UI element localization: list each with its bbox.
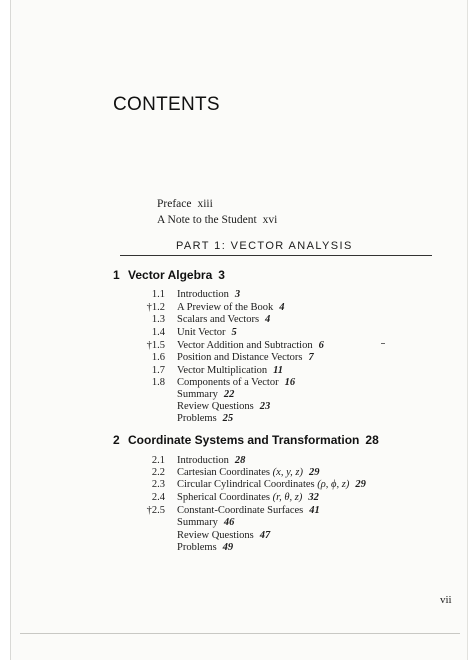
section-page: 41 bbox=[309, 505, 320, 516]
section-title: Summary bbox=[177, 517, 218, 528]
front-matter-label: A Note to the Student bbox=[157, 214, 257, 226]
section-page: 6 bbox=[318, 340, 324, 351]
section-number: 1.7 bbox=[151, 365, 165, 376]
section-title: Introduction bbox=[177, 455, 229, 466]
chapter-heading-1 bbox=[113, 268, 225, 282]
section-page: 32 bbox=[308, 492, 319, 503]
section-number: 1.6 bbox=[151, 352, 165, 363]
section-title: Scalars and Vectors bbox=[177, 314, 260, 325]
chapter-title: Vector Algebra bbox=[128, 268, 213, 282]
section-title: Vector Multiplication bbox=[177, 365, 268, 376]
section-page: 4 bbox=[265, 314, 271, 325]
section-number: 2.2 bbox=[151, 467, 165, 478]
section-number: 1.8 bbox=[151, 377, 165, 388]
section-title: Problems bbox=[177, 413, 217, 424]
section-page: 22 bbox=[223, 389, 235, 400]
part-heading: PART 1: VECTOR ANALYSIS bbox=[176, 240, 353, 252]
section-number: 2.1 bbox=[151, 455, 165, 466]
part-divider bbox=[120, 255, 432, 256]
section-page: 49 bbox=[222, 542, 234, 553]
chapter-number: 2 bbox=[113, 433, 120, 447]
section-title: Position and Distance Vectors bbox=[177, 352, 303, 363]
chapter-page: 28 bbox=[365, 433, 379, 447]
chapter-heading-2 bbox=[113, 433, 379, 447]
section-number: †2.5 bbox=[146, 505, 165, 516]
section-number: 1.4 bbox=[151, 327, 165, 338]
chapter-title: Coordinate Systems and Transformation bbox=[128, 433, 360, 447]
section-coordinates: (ρ, ϕ, z) bbox=[317, 479, 350, 490]
section-number: †1.5 bbox=[146, 340, 165, 351]
front-matter-label: Preface bbox=[157, 198, 192, 210]
section-page: 28 bbox=[234, 455, 246, 466]
front-matter-page: xvi bbox=[262, 214, 278, 226]
section-page: 23 bbox=[259, 401, 271, 412]
section-page: 25 bbox=[222, 413, 234, 424]
section-title: Vector Addition and Subtraction bbox=[177, 340, 313, 351]
section-title: Review Questions bbox=[177, 530, 254, 541]
section-page: 11 bbox=[273, 365, 284, 376]
chapter-page: 3 bbox=[218, 268, 225, 282]
section-title: Review Questions bbox=[177, 401, 254, 412]
section-title: Introduction bbox=[177, 289, 229, 300]
page-edge-line bbox=[20, 633, 460, 634]
section-number: 1.1 bbox=[151, 289, 165, 300]
section-title: Components of a Vector bbox=[177, 377, 279, 388]
section-page: 29 bbox=[355, 479, 366, 490]
book-page bbox=[10, 0, 468, 660]
front-matter-page: xiii bbox=[197, 198, 213, 210]
section-coordinates: (r, θ, z) bbox=[272, 492, 303, 503]
section-page: 16 bbox=[284, 377, 296, 388]
front-matter-preface bbox=[157, 198, 213, 210]
section-title: Cartesian Coordinates bbox=[177, 467, 271, 478]
front-matter-note-to-student bbox=[157, 214, 277, 226]
section-page: 46 bbox=[223, 517, 235, 528]
page-title: CONTENTS bbox=[113, 94, 220, 115]
section-title: Problems bbox=[177, 542, 217, 553]
section-page: 5 bbox=[231, 327, 237, 338]
section-number: 2.4 bbox=[151, 492, 165, 503]
section-title: Constant-Coordinate Surfaces bbox=[177, 505, 304, 516]
section-title: Spherical Coordinates bbox=[177, 492, 271, 503]
chapter-number: 1 bbox=[113, 268, 120, 282]
section-page: 7 bbox=[308, 352, 314, 363]
section-title: Unit Vector bbox=[177, 327, 226, 338]
section-page: 4 bbox=[279, 302, 285, 313]
section-page: 47 bbox=[259, 530, 271, 541]
section-title: Summary bbox=[177, 389, 218, 400]
section-number: †1.2 bbox=[146, 302, 165, 313]
page-number: vii bbox=[440, 594, 452, 606]
scan-mark bbox=[381, 343, 385, 344]
section-number: 2.3 bbox=[151, 479, 165, 490]
section-title: A Preview of the Book bbox=[177, 302, 274, 313]
section-page: 29 bbox=[308, 467, 320, 478]
section-coordinates: (x, y, z) bbox=[272, 467, 303, 478]
section-title: Circular Cylindrical Coordinates bbox=[177, 479, 315, 490]
section-number: 1.3 bbox=[151, 314, 165, 325]
section-page: 3 bbox=[234, 289, 241, 300]
